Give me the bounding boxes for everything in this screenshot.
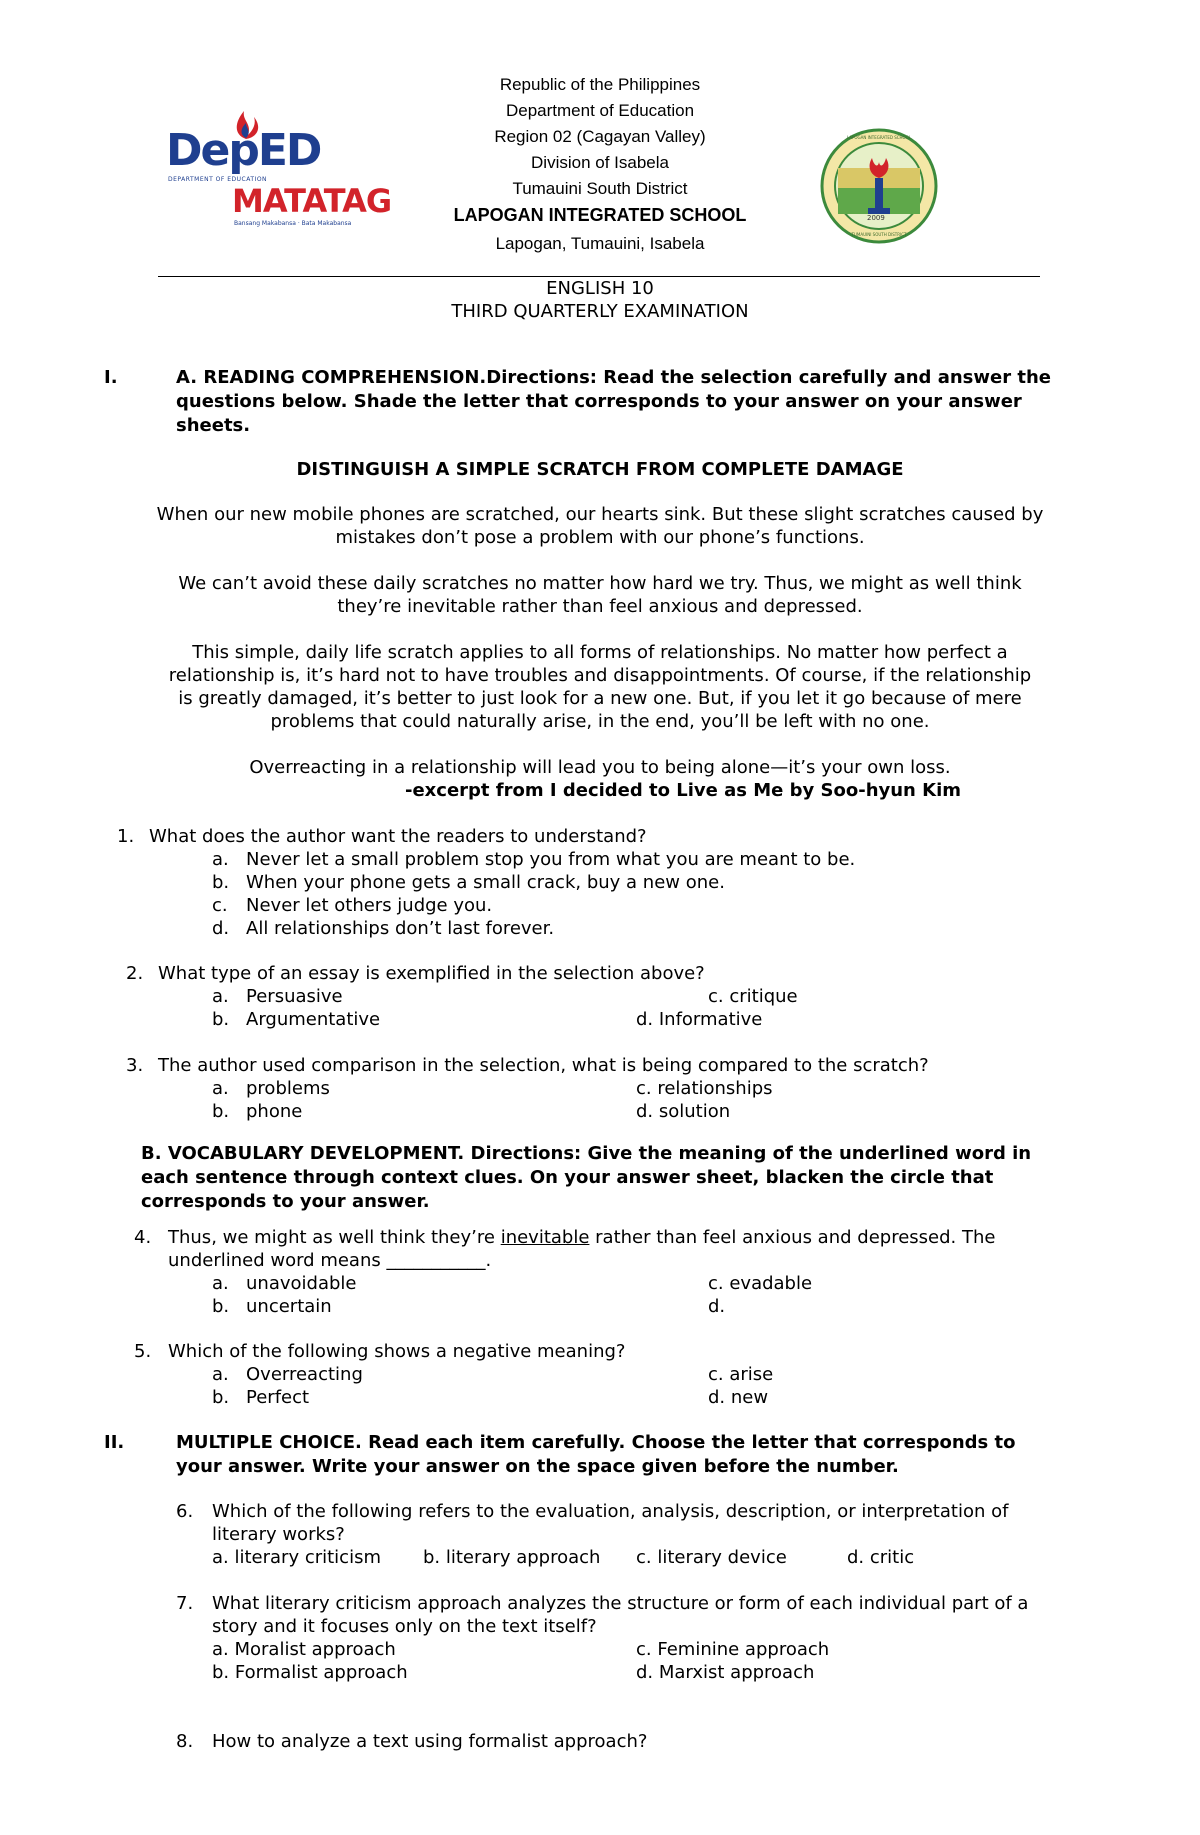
deped-logo-text: DepED (166, 125, 321, 176)
q2-number: 2. (126, 963, 144, 984)
q3-b-letter: b. (212, 1101, 230, 1122)
q7-d-option: d. Marxist approach (636, 1662, 815, 1683)
matatag-text: MATATAG (232, 182, 392, 220)
q5-c-option: c. arise (708, 1364, 774, 1385)
q4-a-text: unavoidable (246, 1273, 357, 1294)
q8-text: How to analyze a text using formalist approach? (212, 1731, 648, 1752)
q2-a-text: Persuasive (246, 986, 343, 1007)
header-division: Division of Isabela (531, 153, 669, 172)
q5-a-text: Overreacting (246, 1364, 363, 1385)
part1-directions-line3: sheets. (176, 415, 251, 436)
q4-number: 4. (134, 1227, 152, 1248)
part2-directions-line2: your answer. Write your answer on the space given before the number. (176, 1456, 899, 1477)
passage-p3-line3: is greatly damaged, it’s better to just look for a new one. But, if you let it go because of mere (178, 688, 1022, 709)
q3-b-text: phone (246, 1101, 303, 1122)
exam-subject: ENGLISH 10 (546, 278, 654, 299)
q5-a-letter: a. (212, 1364, 229, 1385)
q1-d-text: All relationships don’t last forever. (246, 918, 555, 939)
passage-title: DISTINGUISH A SIMPLE SCRATCH FROM COMPLETE DAMAGE (296, 459, 904, 480)
q3-number: 3. (126, 1055, 144, 1076)
partB-directions-line3: corresponds to your answer. (141, 1191, 430, 1212)
passage-p2-line1: We can’t avoid these daily scratches no matter how hard we try. Thus, we might as well think (178, 573, 1022, 594)
q4-d-option: d. (708, 1296, 726, 1317)
q2-c-option: c. critique (708, 986, 798, 1007)
seal-year: 2009 (867, 214, 885, 222)
passage-p4: Overreacting in a relationship will lead you to being alone—it’s your own loss. (249, 757, 951, 778)
q4-a-letter: a. (212, 1273, 229, 1294)
deped-sub-text: DEPARTMENT OF EDUCATION (168, 176, 268, 183)
q3-c-option: c. relationships (636, 1078, 773, 1099)
q1-c-letter: c. (212, 895, 228, 916)
part2-directions-line1: MULTIPLE CHOICE. Read each item carefully. Choose the letter that corresponds to (176, 1432, 1016, 1453)
q7-b-option: b. Formalist approach (212, 1662, 408, 1683)
q4-text (168, 1227, 995, 1249)
q3-d-option: d. solution (636, 1101, 731, 1122)
q7-a-option: a. Moralist approach (212, 1639, 396, 1660)
part1-directions-line2: questions below. Shade the letter that corresponds to your answer on your answer (176, 391, 1022, 412)
q1-b-letter: b. (212, 872, 230, 893)
header-region: Region 02 (Cagayan Valley) (494, 127, 706, 146)
passage-p1-line1: When our new mobile phones are scratched, our hearts sink. But these slight scratches caused by (156, 504, 1044, 525)
header-address: Lapogan, Tumauini, Isabela (495, 234, 705, 253)
q4-b-text: uncertain (246, 1296, 332, 1317)
q8-number: 8. (176, 1731, 194, 1752)
q2-a-letter: a. (212, 986, 229, 1007)
q4-underlined-word: inevitable (500, 1227, 590, 1248)
passage-p1-line2: mistakes don’t pose a problem with our phone’s functions. (335, 527, 865, 548)
q6-a-option: a. literary criticism (212, 1547, 381, 1568)
q3-a-letter: a. (212, 1078, 229, 1099)
q6-b-option: b. literary approach (423, 1547, 601, 1568)
q6-text-line2: literary works? (212, 1524, 345, 1545)
q1-text: What does the author want the readers to understand? (149, 826, 647, 847)
q5-b-text: Perfect (246, 1387, 310, 1408)
header-department: Department of Education (505, 101, 695, 120)
q5-text: Which of the following shows a negative meaning? (168, 1341, 626, 1362)
header-district: Tumauini South District (512, 179, 688, 198)
passage-source: -excerpt from I decided to Live as Me by Soo-hyun Kim (405, 780, 962, 801)
q7-c-option: c. Feminine approach (636, 1639, 830, 1660)
seal-bottom-text: TUMAUINI SOUTH DISTRICT (851, 232, 907, 237)
q1-a-text: Never let a small problem stop you from what you are meant to be. (246, 849, 856, 870)
passage-p3-line2: relationship is, it’s hard not to have troubles and disappointments. Of course, if the relationship (168, 665, 1032, 686)
passage-p3-line4: problems that could naturally arise, in the end, you’ll be left with no one. (270, 711, 930, 732)
part1-directions-line1: A. READING COMPREHENSION.Directions: Read the selection carefully and answer the (176, 367, 1051, 388)
header-republic: Republic of the Philippines (499, 75, 701, 94)
header-divider (158, 276, 1040, 277)
partB-directions-line1: B. VOCABULARY DEVELOPMENT. Directions: Give the meaning of the underlined word in (141, 1143, 1032, 1164)
q6-number: 6. (176, 1501, 194, 1522)
q6-c-option: c. literary device (636, 1547, 787, 1568)
q1-c-text: Never let others judge you. (246, 895, 493, 916)
header-school: LAPOGAN INTEGRATED SCHOOL (453, 205, 747, 225)
matatag-sub-text: Bansang Makabansa · Bata Makabansa (234, 220, 352, 227)
passage-p2-line2: they’re inevitable rather than feel anxious and depressed. (337, 596, 863, 617)
q5-b-letter: b. (212, 1387, 230, 1408)
q7-text-line2: story and it focuses only on the text itself? (212, 1616, 597, 1637)
passage-p3-line1: This simple, daily life scratch applies to all forms of relationships. No matter how perfect a (192, 642, 1008, 663)
q1-b-text: When your phone gets a small crack, buy a new one. (246, 872, 725, 893)
q2-b-letter: b. (212, 1009, 230, 1030)
q3-a-text: problems (246, 1078, 330, 1099)
part1-numeral: I. (104, 367, 118, 388)
q2-d-option: d. Informative (636, 1009, 763, 1030)
q4-b-letter: b. (212, 1296, 230, 1317)
q4-text-pre: Thus, we might as well think they’re (168, 1227, 501, 1248)
q7-number: 7. (176, 1593, 194, 1614)
q6-d-option: d. critic (847, 1547, 915, 1568)
q2-text: What type of an essay is exemplified in the selection above? (158, 963, 705, 984)
q4-c-option: c. evadable (708, 1273, 813, 1294)
q4-text-line2: underlined word means ___________. (168, 1250, 492, 1271)
seal-top-text: LAPOGAN INTEGRATED SCHOOL (846, 135, 912, 140)
q3-text: The author used comparison in the selection, what is being compared to the scratch? (158, 1055, 929, 1076)
q5-d-option: d. new (708, 1387, 769, 1408)
part2-numeral: II. (104, 1432, 125, 1453)
q7-text-line1: What literary criticism approach analyzes the structure or form of each individual part of a (212, 1593, 1029, 1614)
q5-number: 5. (134, 1341, 152, 1362)
partB-directions-line2: each sentence through context clues. On your answer sheet, blacken the circle that (141, 1167, 994, 1188)
q2-b-text: Argumentative (246, 1009, 381, 1030)
q1-d-letter: d. (212, 918, 230, 939)
q1-number: 1. (117, 826, 135, 847)
q6-text-line1: Which of the following refers to the evaluation, analysis, description, or interpretation of (212, 1501, 1009, 1522)
exam-title: THIRD QUARTERLY EXAMINATION (451, 301, 749, 322)
q4-text-post: rather than feel anxious and depressed. The (589, 1227, 996, 1248)
q1-a-letter: a. (212, 849, 229, 870)
